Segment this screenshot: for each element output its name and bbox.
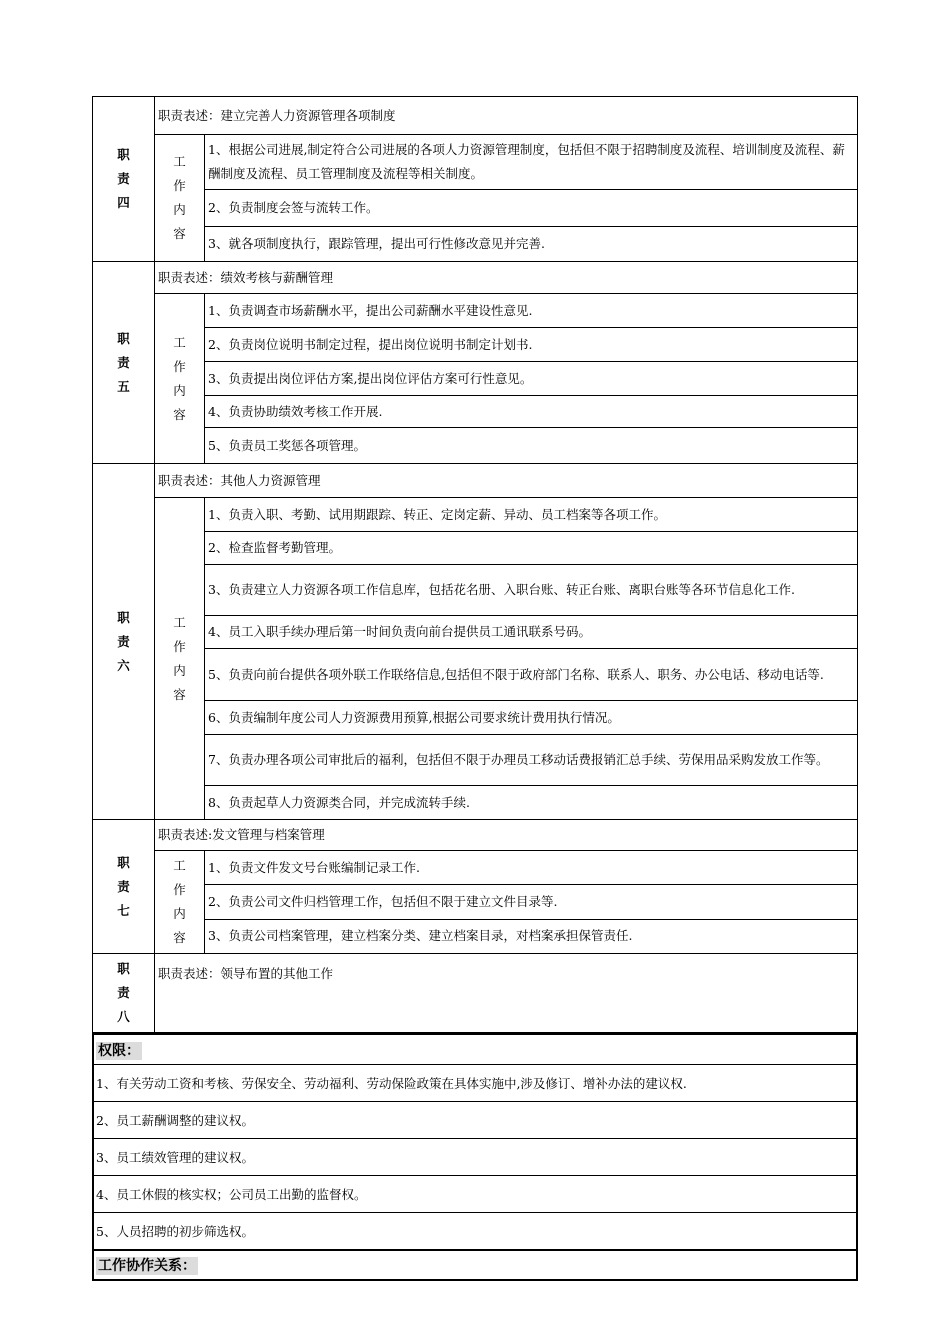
duty-5-label: 职责五: [93, 262, 155, 464]
permission-item-5: 5、人员招聘的初步筛选权。: [93, 1213, 857, 1251]
duty-4-statement: 职责表述：建立完善人力资源管理各项制度: [155, 97, 858, 135]
permission-item-2: 2、员工薪酬调整的建议权。: [93, 1102, 857, 1139]
duty-6-item-3: 3、负责建立人力资源各项工作信息库，包括花名册、入职台账、转正台账、离职台账等各环节信息化工作.: [205, 565, 858, 616]
duty-6-item-6: 6、负责编制年度公司人力资源费用预算,根据公司要求统计费用执行情况。: [205, 701, 858, 735]
duty-7-item-1: 1、负责文件发文号台账编制记录工作.: [205, 851, 858, 885]
duty-4-item-1: 1、根据公司进展,制定符合公司进展的各项人力资源管理制度，包括但不限于招聘制度及流程、培训制度及流程、薪酬制度及流程、员工管理制度及流程等相关制度。: [205, 135, 858, 190]
duty-6-statement: 职责表述：其他人力资源管理: [155, 464, 858, 498]
duty-4-statement-row: [93, 97, 858, 135]
duty-6-item-8: 8、负责起草人力资源类合同，并完成流转手续.: [205, 786, 858, 820]
duty-5-item-3: 3、负责提出岗位评估方案,提出岗位评估方案可行性意见。: [205, 362, 858, 396]
duty-6-item-1: 1、负责入职、考勤、试用期跟踪、转正、定岗定薪、异动、员工档案等各项工作。: [205, 498, 858, 532]
duty-6-item-7: 7、负责办理各项公司审批后的福利，包括但不限于办理员工移动话费报销汇总手续、劳保用品采购发放工作等。: [205, 735, 858, 786]
duty-6-item-4: 4、员工入职手续办理后第一时间负责向前台提供员工通讯联系号码。: [205, 616, 858, 649]
duty-6-item-5: 5、负责向前台提供各项外联工作联络信息,包括但不限于政府部门名称、联系人、职务、办公电话、移动电话等.: [205, 649, 858, 701]
duty-5-item-4: 4、负责协助绩效考核工作开展.: [205, 396, 858, 428]
duty-4-label: 职责四: [93, 97, 155, 262]
document: [92, 96, 858, 1281]
permission-item-1: 1、有关劳动工资和考核、劳保安全、劳动福利、劳动保险政策在具体实施中,涉及修订、增补办法的建议权.: [93, 1065, 857, 1102]
duty-6-sub-label: 工作内容: [155, 498, 205, 820]
duty-5-statement: 职责表述：绩效考核与薪酬管理: [155, 262, 858, 294]
duty-4-item-2: 2、负责制度会签与流转工作。: [205, 190, 858, 227]
duty-7-statement: 职责表述:发文管理与档案管理: [155, 820, 858, 851]
duty-7-sub-label: 工作内容: [155, 851, 205, 954]
duty-6-label: 职责六: [93, 464, 155, 820]
duty-8-statement: 职责表述：领导布置的其他工作: [155, 954, 858, 1033]
duty-7-item-3: 3、负责公司档案管理，建立档案分类、建立档案目录，对档案承担保管责任.: [205, 919, 858, 953]
permission-item-3: 3、员工绩效管理的建议权。: [93, 1139, 857, 1176]
duty-4-sub-label: 工作内容: [155, 135, 205, 262]
collaboration-heading: 工作协作关系：: [93, 1250, 857, 1280]
duty-5-item-2: 2、负责岗位说明书制定过程，提出岗位说明书制定计划书.: [205, 328, 858, 362]
permission-item-4: 4、员工休假的核实权；公司员工出勤的监督权。: [93, 1176, 857, 1213]
duty-7-label: 职责七: [93, 820, 155, 954]
duty-4-item-3: 3、就各项制度执行，跟踪管理，提出可行性修改意见并完善.: [205, 227, 858, 262]
duty-8-label: 职责八: [93, 954, 155, 1033]
duty-5-sub-label: 工作内容: [155, 294, 205, 464]
duties-table: [92, 96, 858, 1033]
duty-7-item-2: 2、负责公司文件归档管理工作，包括但不限于建立文件目录等.: [205, 885, 858, 919]
permissions-heading: 权限：: [93, 1034, 857, 1065]
permissions-table: [92, 1033, 858, 1281]
duty-6-item-2: 2、检查监督考勤管理。: [205, 532, 858, 565]
duty-5-item-5: 5、负责员工奖惩各项管理。: [205, 428, 858, 464]
duty-5-item-1: 1、负责调查市场薪酬水平，提出公司薪酬水平建设性意见.: [205, 294, 858, 328]
